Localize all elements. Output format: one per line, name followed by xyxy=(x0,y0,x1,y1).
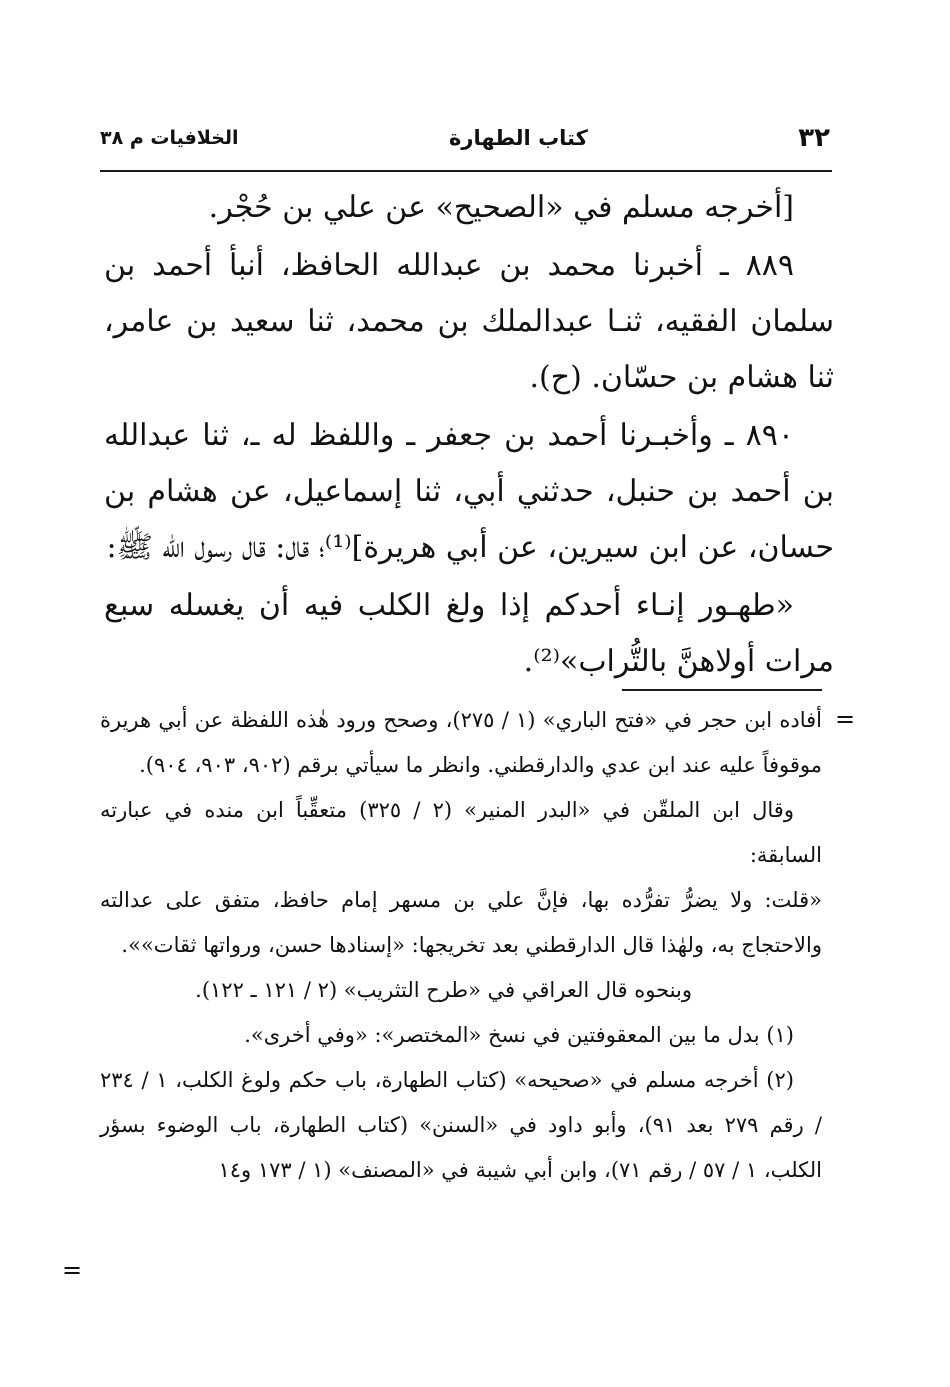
footnotes xyxy=(100,698,822,1193)
footnote-paragraph: وقال ابن الملقّن في «البدر المنير» (٢ / ٣٢٥) متعقِّباً ابن منده في عبارته السابقة: xyxy=(100,798,822,867)
footnote-quote: «قلت: ولا يضرُّ تفرُّده بها، فإنَّ علي بن مسهر إمام حافظ، متفق على عدالته والاحتجاج به، ولهٰذا قال الدارقطني بعد تخريجها: «إسنادها حسن، ورواتها ثقات»». xyxy=(100,888,822,957)
main-text xyxy=(104,180,834,690)
volume-reference: الخلافيات م ٣٨ xyxy=(100,127,239,149)
footnote-paragraph: وبنحوه قال العراقي في «طرح التثريب» (٢ / ١٢١ ـ ١٢٢). xyxy=(195,978,692,1002)
hadith-matn: «طهـور إنـاء أحدكم إذا ولغ الكلب فيه أن يغسله سبع مرات أولاهنَّ بالتُّراب»⁽²⁾. xyxy=(104,588,834,679)
takhrij-paragraph: [أخرجه مسلم في «الصحيح» عن علي بن حُجْر. xyxy=(208,190,794,225)
page-header xyxy=(100,118,830,158)
footnote-continuation: أفاده ابن حجر في «فتح الباري» (١ / ٢٧٥)، وصحح ورود هٰذه اللفظة عن أبي هريرة موقوفاً عليه عند ابن عدي والدارقطني. وانظر ما سيأتي برقم (٩٠٢، ٩٠٣، ٩٠٤). xyxy=(100,708,822,777)
footnote-divider xyxy=(622,689,822,691)
header-divider xyxy=(100,170,832,172)
hadith-889-isnad: ٨٨٩ ـ أخبرنا محمد بن عبدالله الحافظ، أنبأ أحمد بن سلمان الفقيه، ثنـا عبدالملك بن محمد، ثنا سعيد بن عامر، ثنا هشام بن حسّان. (ح). xyxy=(104,248,834,395)
running-title: كتاب الطهارة xyxy=(448,126,588,150)
continuation-mark-bottom: = xyxy=(62,1256,83,1284)
footnote-1: (١) بدل ما بين المعقوفتين في نسخ «المختصر»: «وفي أخرى». xyxy=(244,1023,794,1047)
footnote-2: (٢) أخرجه مسلم في «صحيحه» (كتاب الطهارة، باب حكم ولوغ الكلب، ١ / ٢٣٤ / رقم ٢٧٩ بعد ٩١)، وأبو داود في «السنن» (كتاب الطهارة، باب الوضوء بسؤر الكلب، ١ / ٥٧ / رقم ٧١)، وابن أبي شيبة في «المصنف» (١ / ١٧٣ و١٤ xyxy=(100,1068,822,1182)
page-number: ٣٢ xyxy=(798,123,830,153)
continuation-mark-top: = xyxy=(835,705,856,733)
hadith-890-isnad: ٨٩٠ ـ وأخبـرنا أحمد بن جعفر ـ واللفظ له ـ، ثنا عبدالله بن أحمد بن حنبل، حدثني أبي، ثنا إسماعيل، عن هشام بن حسان، عن ابن سيرين، عن أبي هريرة]⁽¹⁾؛ قال: قال رسول الله ﷺ: xyxy=(104,418,834,565)
